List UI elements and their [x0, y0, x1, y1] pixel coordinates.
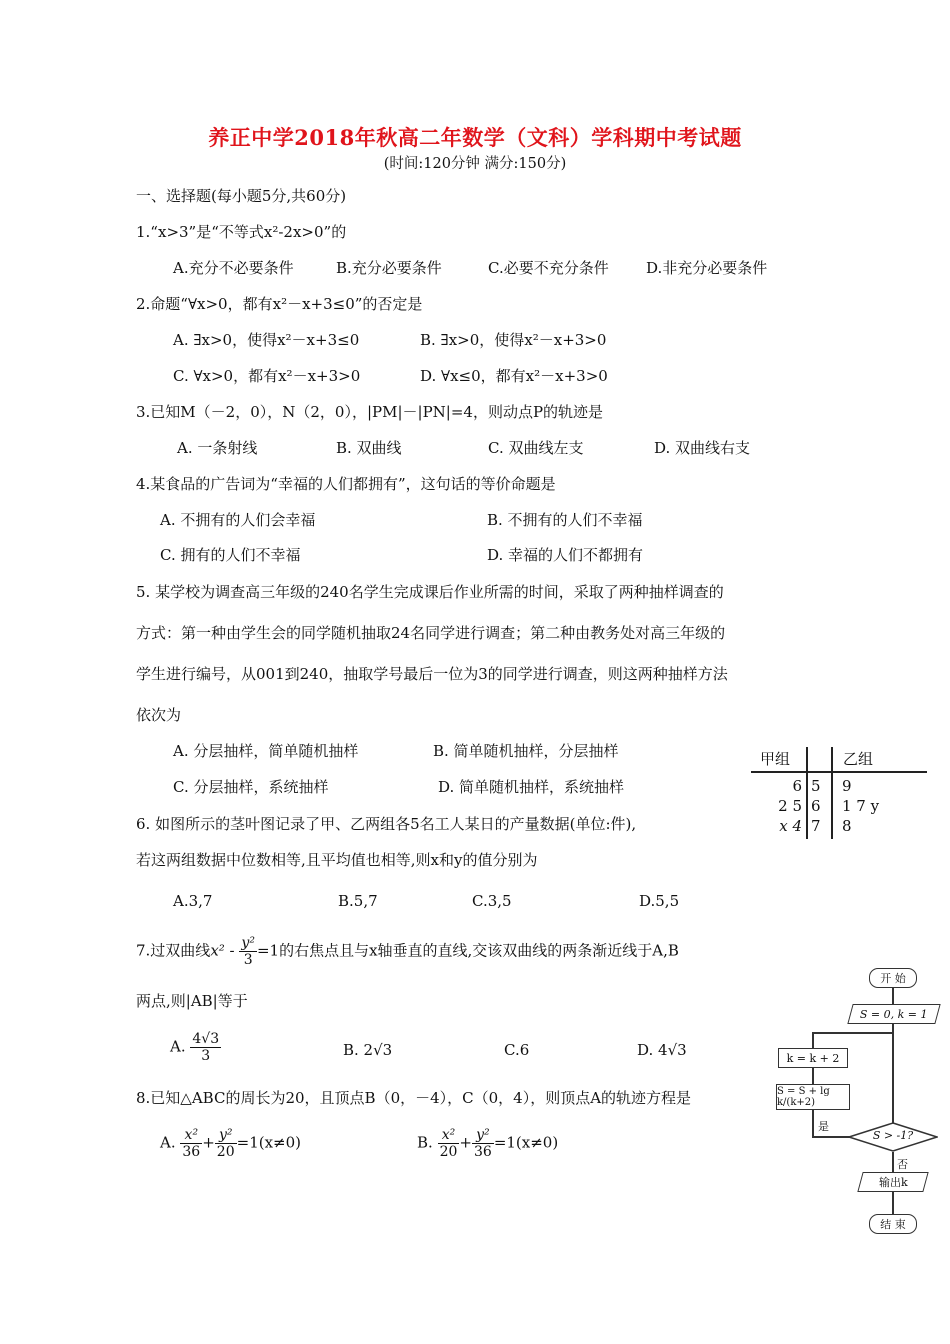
q3-option-d: D. 双曲线右支: [654, 439, 751, 457]
q7-eq-fraction: [239, 935, 257, 968]
q6-option-c: C.3,5: [472, 892, 512, 910]
q4-option-d: D. 幸福的人们不都拥有: [487, 546, 644, 564]
flowchart-arrow: [892, 988, 894, 1004]
q8-option-a: A. $\frac{\text{x²}}{36}$ + $\frac{\text{y²}}{20}$ =1(x≠0): [160, 1127, 302, 1160]
q7-option-b: B. 2√3: [343, 1041, 393, 1059]
q1-option-b: B.充分必要条件: [336, 259, 442, 277]
stem-leaf-stem: 5: [811, 777, 821, 795]
q3-stem: 3.已知M（－2，0），N（2，0），|PM|－|PN|=4，则动点P的轨迹是: [136, 403, 604, 421]
flowchart-loop-line: [812, 1136, 852, 1138]
q8-option-b: B. $\frac{\text{x²}}{20}$ + $\frac{\text{y²}}{36}$ =1(x≠0): [417, 1127, 559, 1160]
q8-option-a-tail: =1(x≠0): [236, 1133, 302, 1152]
q5-option-c: C. 分层抽样，系统抽样: [173, 778, 329, 796]
frac-denominator: 20: [216, 1144, 235, 1160]
q2-option-b: B. ∃x>0，使得x²－x+3>0: [420, 331, 607, 349]
q5-option-d: D. 简单随机抽样，系统抽样: [438, 778, 625, 796]
q7-option-a-num: 4√3: [192, 1031, 220, 1047]
q7-option-a-label: A.: [170, 1037, 186, 1056]
q7-option-a: [170, 1031, 221, 1064]
q8-option-a-frac-2: [215, 1127, 237, 1160]
flowchart-no-label: 否: [897, 1158, 908, 1171]
q5-line-4: 依次为: [136, 706, 182, 724]
q8-option-b-label: B.: [417, 1133, 433, 1152]
stem-leaf-right-leaves: 9: [842, 777, 852, 795]
q3-option-b: B. 双曲线: [336, 439, 402, 457]
flowchart-output-text: 输出k: [878, 1176, 908, 1189]
q7-option-a-den: 3: [201, 1048, 211, 1064]
q5-line-1: 5. 某学校为调查高三年级的240名学生完成课后作业所需的时间，采取了两种抽样调查的: [136, 583, 724, 601]
stem-leaf-left-leaves: 2 5: [778, 797, 802, 815]
q1-option-a: A.充分不必要条件: [173, 259, 294, 277]
q7-eq-x: x² -: [210, 941, 235, 960]
q7-option-d: D. 4√3: [637, 1041, 687, 1059]
stem-leaf-header-line: [751, 771, 927, 773]
q7-line-2: 两点,则|AB|等于: [136, 992, 248, 1010]
q7-eq-den: 3: [243, 952, 253, 968]
frac-denominator: 36: [182, 1144, 201, 1160]
q4-option-c: C. 拥有的人们不幸福: [160, 546, 301, 564]
q5-line-2: 方式：第一种由学生会的同学随机抽取24名同学进行调查；第二种由教务处对高三年级的: [136, 624, 726, 642]
section-heading: 一、选择题(每小题5分,共60分): [136, 187, 347, 205]
q1-option-d: D.非充分必要条件: [646, 259, 768, 277]
q2-option-c: C. ∀x>0，都有x²－x+3>0: [173, 367, 361, 385]
q7-pre: 7.过双曲线: [136, 941, 211, 960]
flowchart-loop-line: [812, 1032, 893, 1034]
q8-option-b-frac-2: [472, 1127, 494, 1160]
flowchart-arrow: [892, 1152, 894, 1172]
q5-line-3: 学生进行编号，从001到240，抽取学号最后一位为3的同学进行调查，则这两种抽样方法: [136, 665, 728, 683]
q4-option-b: B. 不拥有的人们不幸福: [487, 511, 643, 529]
flowchart-update-s: S = S + lg k/(k+2): [776, 1084, 850, 1110]
flowchart-update-k: k = k + 2: [778, 1048, 848, 1068]
stem-leaf-right-divider: [831, 747, 833, 839]
flowchart-init-text: S = 0, k = 1: [860, 1007, 928, 1021]
frac-numerator: y²: [215, 1127, 237, 1144]
flowchart-end: 结 束: [869, 1214, 917, 1234]
stem-leaf-right-header: 乙组: [843, 750, 874, 768]
q7-eq-rhs: =1: [256, 941, 280, 960]
q7-option-c: C.6: [504, 1041, 530, 1059]
flowchart-arrow: [892, 1024, 894, 1124]
frac-numerator: y²: [472, 1127, 494, 1144]
q8-option-b-frac-1: [438, 1127, 460, 1160]
stem-leaf-left-leaves: 6: [792, 777, 802, 795]
q5-option-b: B. 简单随机抽样，分层抽样: [433, 742, 619, 760]
stem-leaf-right-leaves: 8: [842, 817, 852, 835]
q8-option-a-frac-1: [180, 1127, 202, 1160]
q2-option-a: A. ∃x>0，使得x²－x+3≤0: [173, 331, 360, 349]
q3-option-a: A. 一条射线: [177, 439, 258, 457]
q4-option-a: A. 不拥有的人们会幸福: [160, 511, 316, 529]
flowchart-yes-label: 是: [818, 1120, 829, 1133]
q6-line-2: 若这两组数据中位数相等,且平均值也相等,则x和y的值分别为: [136, 851, 538, 869]
q2-stem: 2.命题“∀x>0，都有x²－x+3≤0”的否定是: [136, 295, 423, 313]
flowchart-arrow: [892, 1192, 894, 1214]
exam-title: 养正中学2018年秋高二年数学（文科）学科期中考试题: [208, 125, 742, 150]
flowchart-loop-line: [812, 1032, 814, 1048]
frac-numerator: x²: [438, 1127, 460, 1144]
frac-numerator: x²: [180, 1127, 202, 1144]
stem-leaf-stem: 6: [811, 797, 821, 815]
flowchart-output: [857, 1172, 928, 1192]
q7-post: 的右焦点且与x轴垂直的直线,交该双曲线的两条渐近线于A,B: [279, 941, 679, 960]
flowchart-loop-line: [812, 1110, 814, 1136]
q6-option-d: D.5,5: [639, 892, 680, 910]
q1-option-c: C.必要不充分条件: [488, 259, 609, 277]
q1-stem: 1.“x>3”是“不等式x²-2x>0”的: [136, 223, 347, 241]
flowchart-init: [847, 1004, 940, 1024]
q8-option-a-label: A.: [160, 1133, 176, 1152]
stem-leaf-left-header: 甲组: [760, 750, 791, 768]
stem-leaf-stem: 7: [811, 817, 821, 835]
q6-option-b: B.5,7: [338, 892, 378, 910]
q5-option-a: A. 分层抽样，简单随机抽样: [173, 742, 359, 760]
stem-leaf-left-divider: [806, 747, 808, 839]
flowchart-arrow: [812, 1068, 814, 1084]
q4-stem: 4.某食品的广告词为“幸福的人们都拥有”，这句话的等价命题是: [136, 475, 556, 493]
q3-option-c: C. 双曲线左支: [488, 439, 584, 457]
q7-eq-num: y²: [241, 935, 255, 951]
flowchart-start: 开 始: [869, 968, 917, 988]
q8-stem: 8.已知△ABC的周长为20，且顶点B（0，－4），C（0，4），则顶点A的轨迹方程是: [136, 1089, 692, 1107]
frac-denominator: 20: [439, 1144, 458, 1160]
stem-leaf-left-leaves: x 4: [779, 817, 802, 835]
q7-option-a-fraction: [190, 1031, 221, 1064]
exam-subtitle: (时间:120分钟 满分:150分): [383, 156, 567, 172]
frac-denominator: 36: [473, 1144, 492, 1160]
stem-leaf-right-leaves: 1 7 y: [842, 797, 880, 815]
q8-option-b-tail: =1(x≠0): [493, 1133, 559, 1152]
flowchart-decision-text: S > -1?: [872, 1129, 914, 1142]
q6-option-a: A.3,7: [173, 892, 213, 910]
q7-stem: [136, 935, 679, 968]
q6-line-1: 6. 如图所示的茎叶图记录了甲、乙两组各5名工人某日的产量数据(单位:件),: [136, 815, 637, 833]
q2-option-d: D. ∀x≤0，都有x²－x+3>0: [420, 367, 608, 385]
